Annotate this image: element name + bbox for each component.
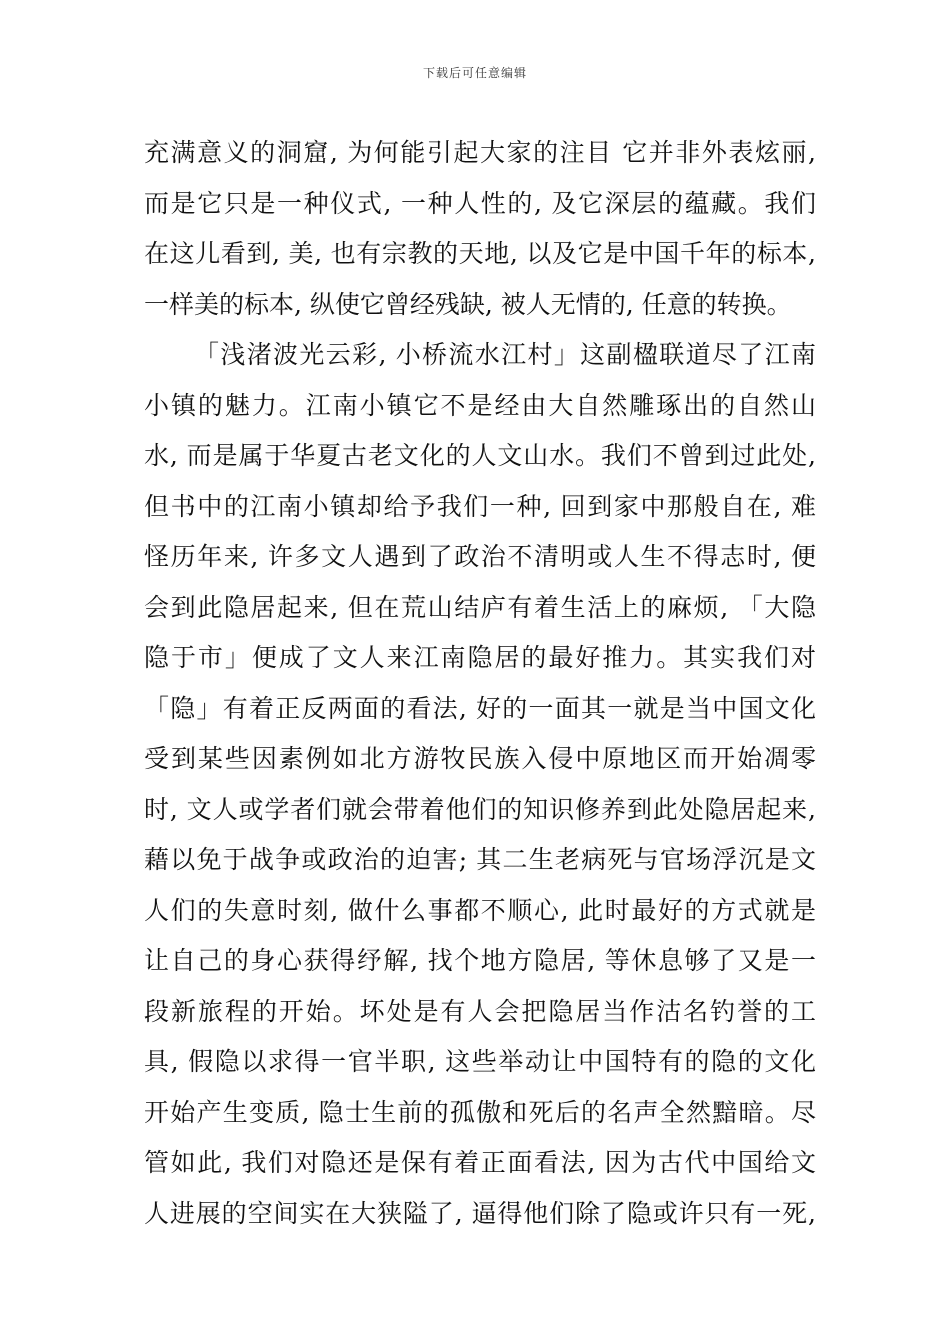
text-line: 藉以免于战争或政治的迫害; 其二生老病死与官场浮沉是文 xyxy=(144,845,816,874)
text-line: 在这儿看到, 美, 也有宗教的天地, 以及它是中国千年的标本, xyxy=(144,239,816,268)
text-line: 开始产生变质, 隐士生前的孤傲和死后的名声全然黯暗。尽 xyxy=(144,1097,816,1127)
text-line: 让自己的身心获得纾解, 找个地方隐居, 等休息够了又是一 xyxy=(144,946,816,975)
text-line: 受到某些因素例如北方游牧民族入侵中原地区而开始凋零 xyxy=(144,744,816,773)
text-line: 人进展的空间实在大狭隘了, 逼得他们除了隐或许只有一死, xyxy=(144,1198,816,1228)
text-line: 怪历年来, 许多文人遇到了政治不清明或人生不得志时, 便 xyxy=(144,542,816,571)
text-line: 而是它只是一种仪式, 一种人性的, 及它深层的蕴藏。我们 xyxy=(144,188,816,218)
paragraph-first-line: 「浅渚波光云彩, 小桥流水江村」这副楹联道尽了江南 xyxy=(194,340,816,369)
text-line: 一样美的标本, 纵使它曾经残缺, 被人无情的, 任意的转换。 xyxy=(144,289,792,319)
text-line: 但书中的江南小镇却给予我们一种, 回到家中那般自在, 难 xyxy=(144,491,816,521)
text-line: 小镇的魅力。江南小镇它不是经由大自然雕琢出的自然山 xyxy=(144,390,816,420)
text-line: 水, 而是属于华夏古老文化的人文山水。我们不曾到过此处, xyxy=(144,441,816,470)
text-line: 管如此, 我们对隐还是保有着正面看法, 因为古代中国给文 xyxy=(144,1148,816,1177)
page-header: 下载后可任意编辑 xyxy=(422,66,527,80)
text-line: 隐于市」便成了文人来江南隐居的最好推力。其实我们对 xyxy=(144,643,816,672)
text-line: 段新旅程的开始。坏处是有人会把隐居当作沽名钓誉的工 xyxy=(144,996,816,1026)
text-line: 会到此隐居起来, 但在荒山结庐有着生活上的麻烦, 「大隐 xyxy=(144,592,816,622)
text-line: 具, 假隐以求得一官半职, 这些举动让中国特有的隐的文化 xyxy=(144,1047,816,1076)
text-line: 「隐」有着正反两面的看法, 好的一面其一就是当中国文化 xyxy=(144,693,816,723)
text-line: 人们的失意时刻, 做什么事都不顺心, 此时最好的方式就是 xyxy=(144,895,816,925)
text-line: 充满意义的洞窟, 为何能引起大家的注目 它并非外表炫丽, xyxy=(144,138,816,167)
document-body xyxy=(144,128,816,1239)
text-line: 时, 文人或学者们就会带着他们的知识修养到此处隐居起来, xyxy=(144,794,816,824)
